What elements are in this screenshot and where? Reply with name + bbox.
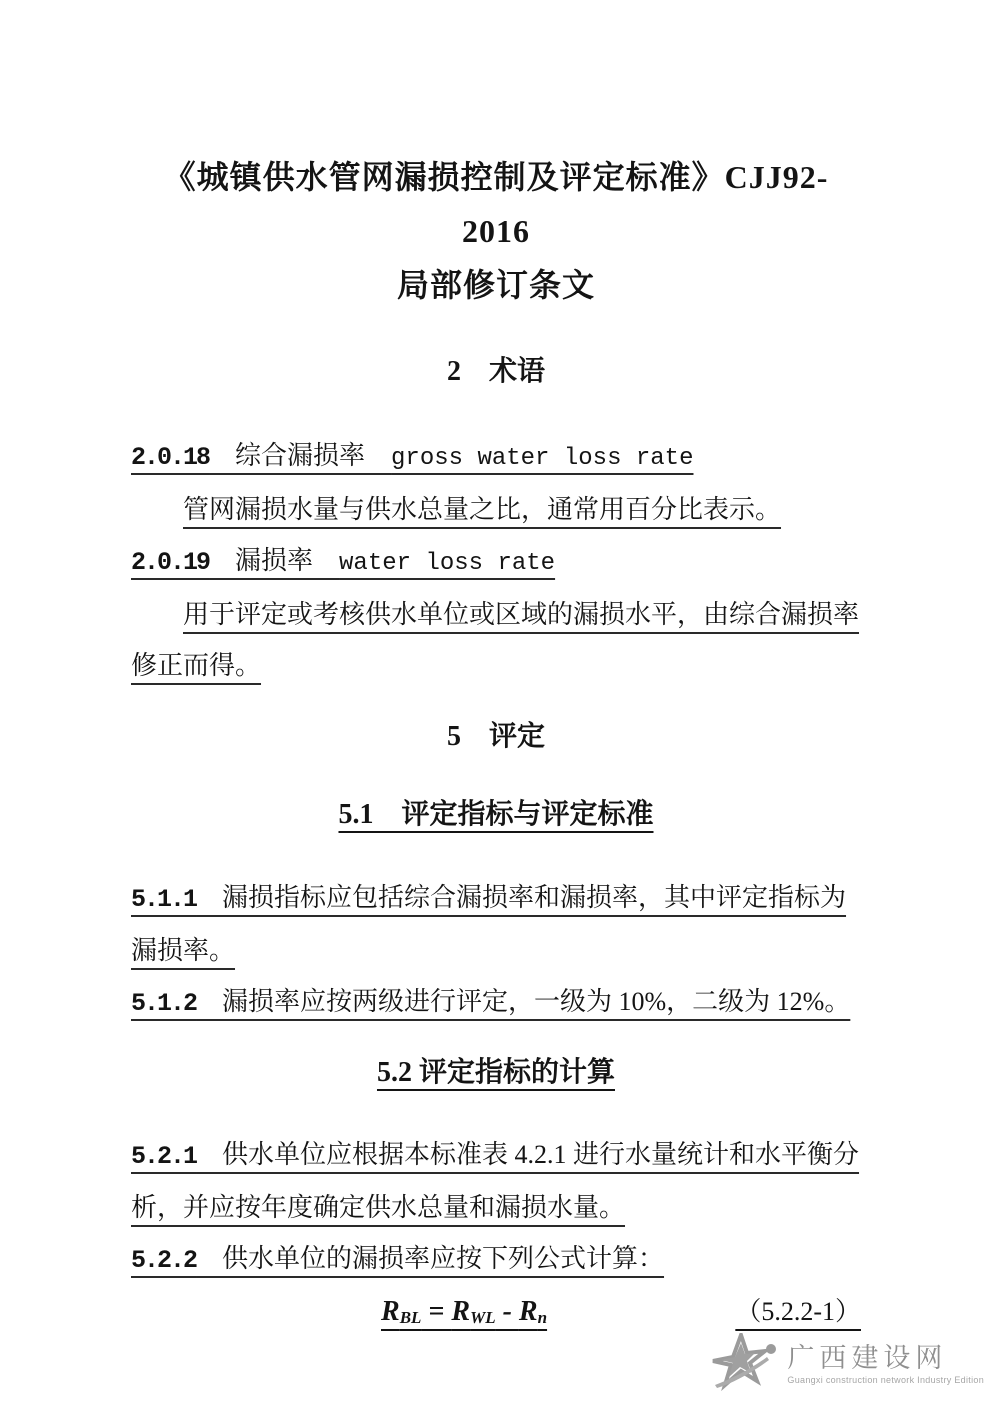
- section-heading-5-1: 5.1 评定指标与评定标准: [338, 799, 654, 830]
- section-5-2-body: [131, 1129, 861, 1343]
- clause-text: 供水单位应根据本标准表 4.2.1 进行水量统计和水平衡分析，并应按年度确定供水总量和漏损水量。: [131, 1140, 860, 1222]
- chapter-heading-terms: 2 术语: [446, 356, 545, 387]
- term-entry: [131, 430, 861, 484]
- term-label: 漏损率: [209, 546, 340, 575]
- formula-subscript: WL: [470, 1308, 496, 1327]
- star-icon: [705, 1333, 783, 1395]
- document-page: [131, 0, 861, 1343]
- clause-number: 5.1.1: [131, 885, 197, 914]
- term-english: water loss rate: [339, 550, 556, 577]
- equation-number: （5.2.2-1）: [735, 1297, 861, 1326]
- clause-5-2-1: [131, 1129, 861, 1233]
- term-definition: 管网漏损水量与供水总量之比，通常用百分比表示。: [183, 495, 782, 524]
- term-label: 综合漏损率: [209, 441, 392, 470]
- clause-text: 漏损率应按两级进行评定，一级为 10%，二级为 12%。: [196, 987, 851, 1016]
- clause-5-1-2: [131, 976, 861, 1029]
- clause-5-1-1: [131, 872, 861, 976]
- clause-number: 5.2.1: [131, 1142, 197, 1171]
- term-english: gross water loss rate: [391, 445, 694, 472]
- clause-5-2-2: [131, 1233, 861, 1286]
- watermark-logo: [705, 1333, 984, 1395]
- formula-var: R: [518, 1296, 538, 1327]
- formula-subscript: n: [537, 1308, 548, 1327]
- formula-subscript: BL: [399, 1308, 422, 1327]
- watermark-text: [787, 1343, 984, 1385]
- clause-number: 5.1.2: [131, 989, 197, 1018]
- clause-number: 2.0.19: [131, 548, 210, 577]
- section-heading-5-2: 5.2 评定指标的计算: [376, 1057, 615, 1088]
- title-line-1: 《城镇供水管网漏损控制及评定标准》CJJ92-2016: [163, 159, 829, 249]
- watermark-subtitle: Guangxi construction network Industry Edition: [787, 1375, 984, 1385]
- clause-number: 2.0.18: [131, 443, 210, 472]
- term-definition: 用于评定或考核供水单位或区域的漏损水平，由综合漏损率修正而得。: [131, 600, 860, 680]
- formula-5-2-2-1: [381, 1286, 547, 1343]
- clause-text: 供水单位的漏损率应按下列公式计算：: [196, 1244, 665, 1273]
- formula-operator: =: [421, 1296, 452, 1327]
- section-5-1-body: [131, 872, 861, 1029]
- page-title: [131, 150, 861, 312]
- formula-var: R: [451, 1296, 471, 1327]
- chapter-heading-evaluation: 5 评定: [446, 721, 545, 752]
- formula-operator: -: [495, 1296, 519, 1327]
- title-line-2: 局部修订条文: [396, 267, 595, 303]
- watermark-site-name: 广西建设网: [787, 1343, 948, 1373]
- clause-text: 漏损指标应包括综合漏损率和漏损率，其中评定指标为漏损率。: [131, 883, 847, 965]
- clause-number: 5.2.2: [131, 1246, 197, 1275]
- term-entry: [131, 535, 861, 589]
- terms-section: [131, 430, 861, 691]
- formula-var: R: [381, 1296, 400, 1327]
